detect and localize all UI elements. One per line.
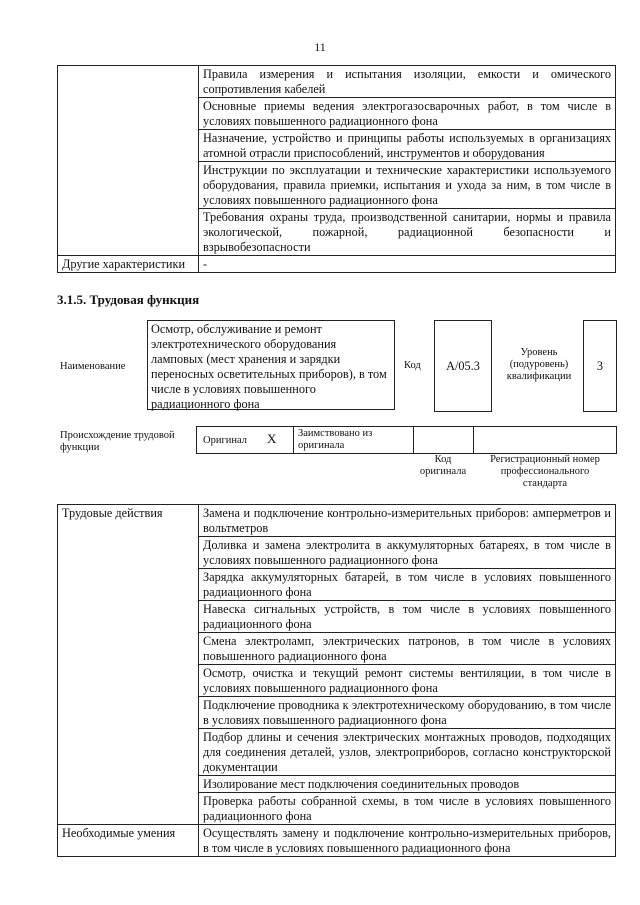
knowledge-table <box>57 65 616 273</box>
name-label: Наименование <box>60 361 126 372</box>
action-item: Смена электроламп, электрических патронов, в том числе в условиях повышенного радиационного фона <box>199 633 616 665</box>
level-value: 3 <box>596 359 604 373</box>
section-heading: 3.1.5. Трудовая функция <box>57 292 200 307</box>
borrowed-label: Заимствовано из оригинала <box>298 428 373 451</box>
page-number: 11 <box>314 40 326 54</box>
code-value-box <box>434 320 492 412</box>
origin-label: Происхождение трудовой функции <box>60 430 175 453</box>
action-item: Доливка и замена электролита в аккумуляторных батареях, в том числе в условиях повышенного радиационного фона <box>199 537 616 569</box>
action-item: Подключение проводника к электротехническому оборудованию, в том числе в условиях повышенного радиационного фона <box>199 697 616 729</box>
code-value: А/05.3 <box>446 359 480 373</box>
knowledge-item: Основные приемы ведения электрогазосварочных работ, в том числе в условиях повышенного радиационного фона <box>199 98 616 130</box>
level-label: Уровень (подуровень) квалификации <box>506 347 572 382</box>
other-characteristics-label: Другие характеристики <box>58 256 199 273</box>
original-mark: X <box>267 431 277 446</box>
action-item: Изолирование мест подключения соединительных проводов <box>199 776 616 793</box>
empty-label-cell <box>58 66 199 256</box>
other-characteristics-value: - <box>199 256 616 273</box>
table-row <box>58 66 616 98</box>
registration-number-label: Регистрационный номер профессионального стандарта <box>490 454 600 489</box>
knowledge-item: Правила измерения и испытания изоляции, емкости и омического сопротивления кабелей <box>199 66 616 98</box>
name-value: Осмотр, обслуживание и ремонт электротехнического оборудования ламповых (мест хранения и зарядки переносных осветительных приборов), в том числе в условиях повышенного радиационного фона <box>151 322 387 411</box>
table-row <box>58 256 616 273</box>
knowledge-item: Назначение, устройство и принципы работы используемых в организациях атомной отрасли приспособлений, инструментов и оборудования <box>199 130 616 162</box>
table-row <box>58 825 616 857</box>
origin-divider <box>413 427 414 453</box>
actions-table <box>57 504 616 857</box>
action-item: Проверка работы собранной схемы, в том числе в условиях повышенного радиационного фона <box>199 793 616 825</box>
required-skills-label: Необходимые умения <box>58 825 199 857</box>
origin-divider <box>473 427 474 453</box>
original-code-label: Код оригинала <box>419 454 467 477</box>
table-row <box>58 505 616 537</box>
original-label: Оригинал <box>203 435 247 446</box>
labor-actions-label: Трудовые действия <box>58 505 199 825</box>
action-item: Замена и подключение контрольно-измерительных приборов: амперметров и вольтметров <box>199 505 616 537</box>
knowledge-item: Требования охраны труда, производственной санитарии, нормы и правила экологической, пожарной, радиационной безопасности и взрывобезопасности <box>199 209 616 256</box>
action-item: Осмотр, очистка и текущий ремонт системы вентиляции, в том числе в условиях повышенного радиационного фона <box>199 665 616 697</box>
action-item: Зарядка аккумуляторных батарей, в том числе в условиях повышенного радиационного фона <box>199 569 616 601</box>
action-item: Навеска сигнальных устройств, в том числе в условиях повышенного радиационного фона <box>199 601 616 633</box>
action-item: Подбор длины и сечения электрических монтажных проводов, подходящих для соединения деталей, узлов, электроприборов, согласно конструкторской документации <box>199 729 616 776</box>
skill-item: Осуществлять замену и подключение контрольно-измерительных приборов, в том числе в условиях повышенного радиационного фона <box>199 825 616 857</box>
level-value-box <box>583 320 617 412</box>
name-value-box <box>147 320 395 410</box>
origin-divider <box>293 427 294 453</box>
knowledge-item: Инструкции по эксплуатации и технические характеристики используемого оборудования, правила приемки, испытания и ухода за ним, в том числе в условиях повышенного радиационного фона <box>199 162 616 209</box>
origin-table <box>196 426 617 454</box>
code-label: Код <box>404 360 421 371</box>
